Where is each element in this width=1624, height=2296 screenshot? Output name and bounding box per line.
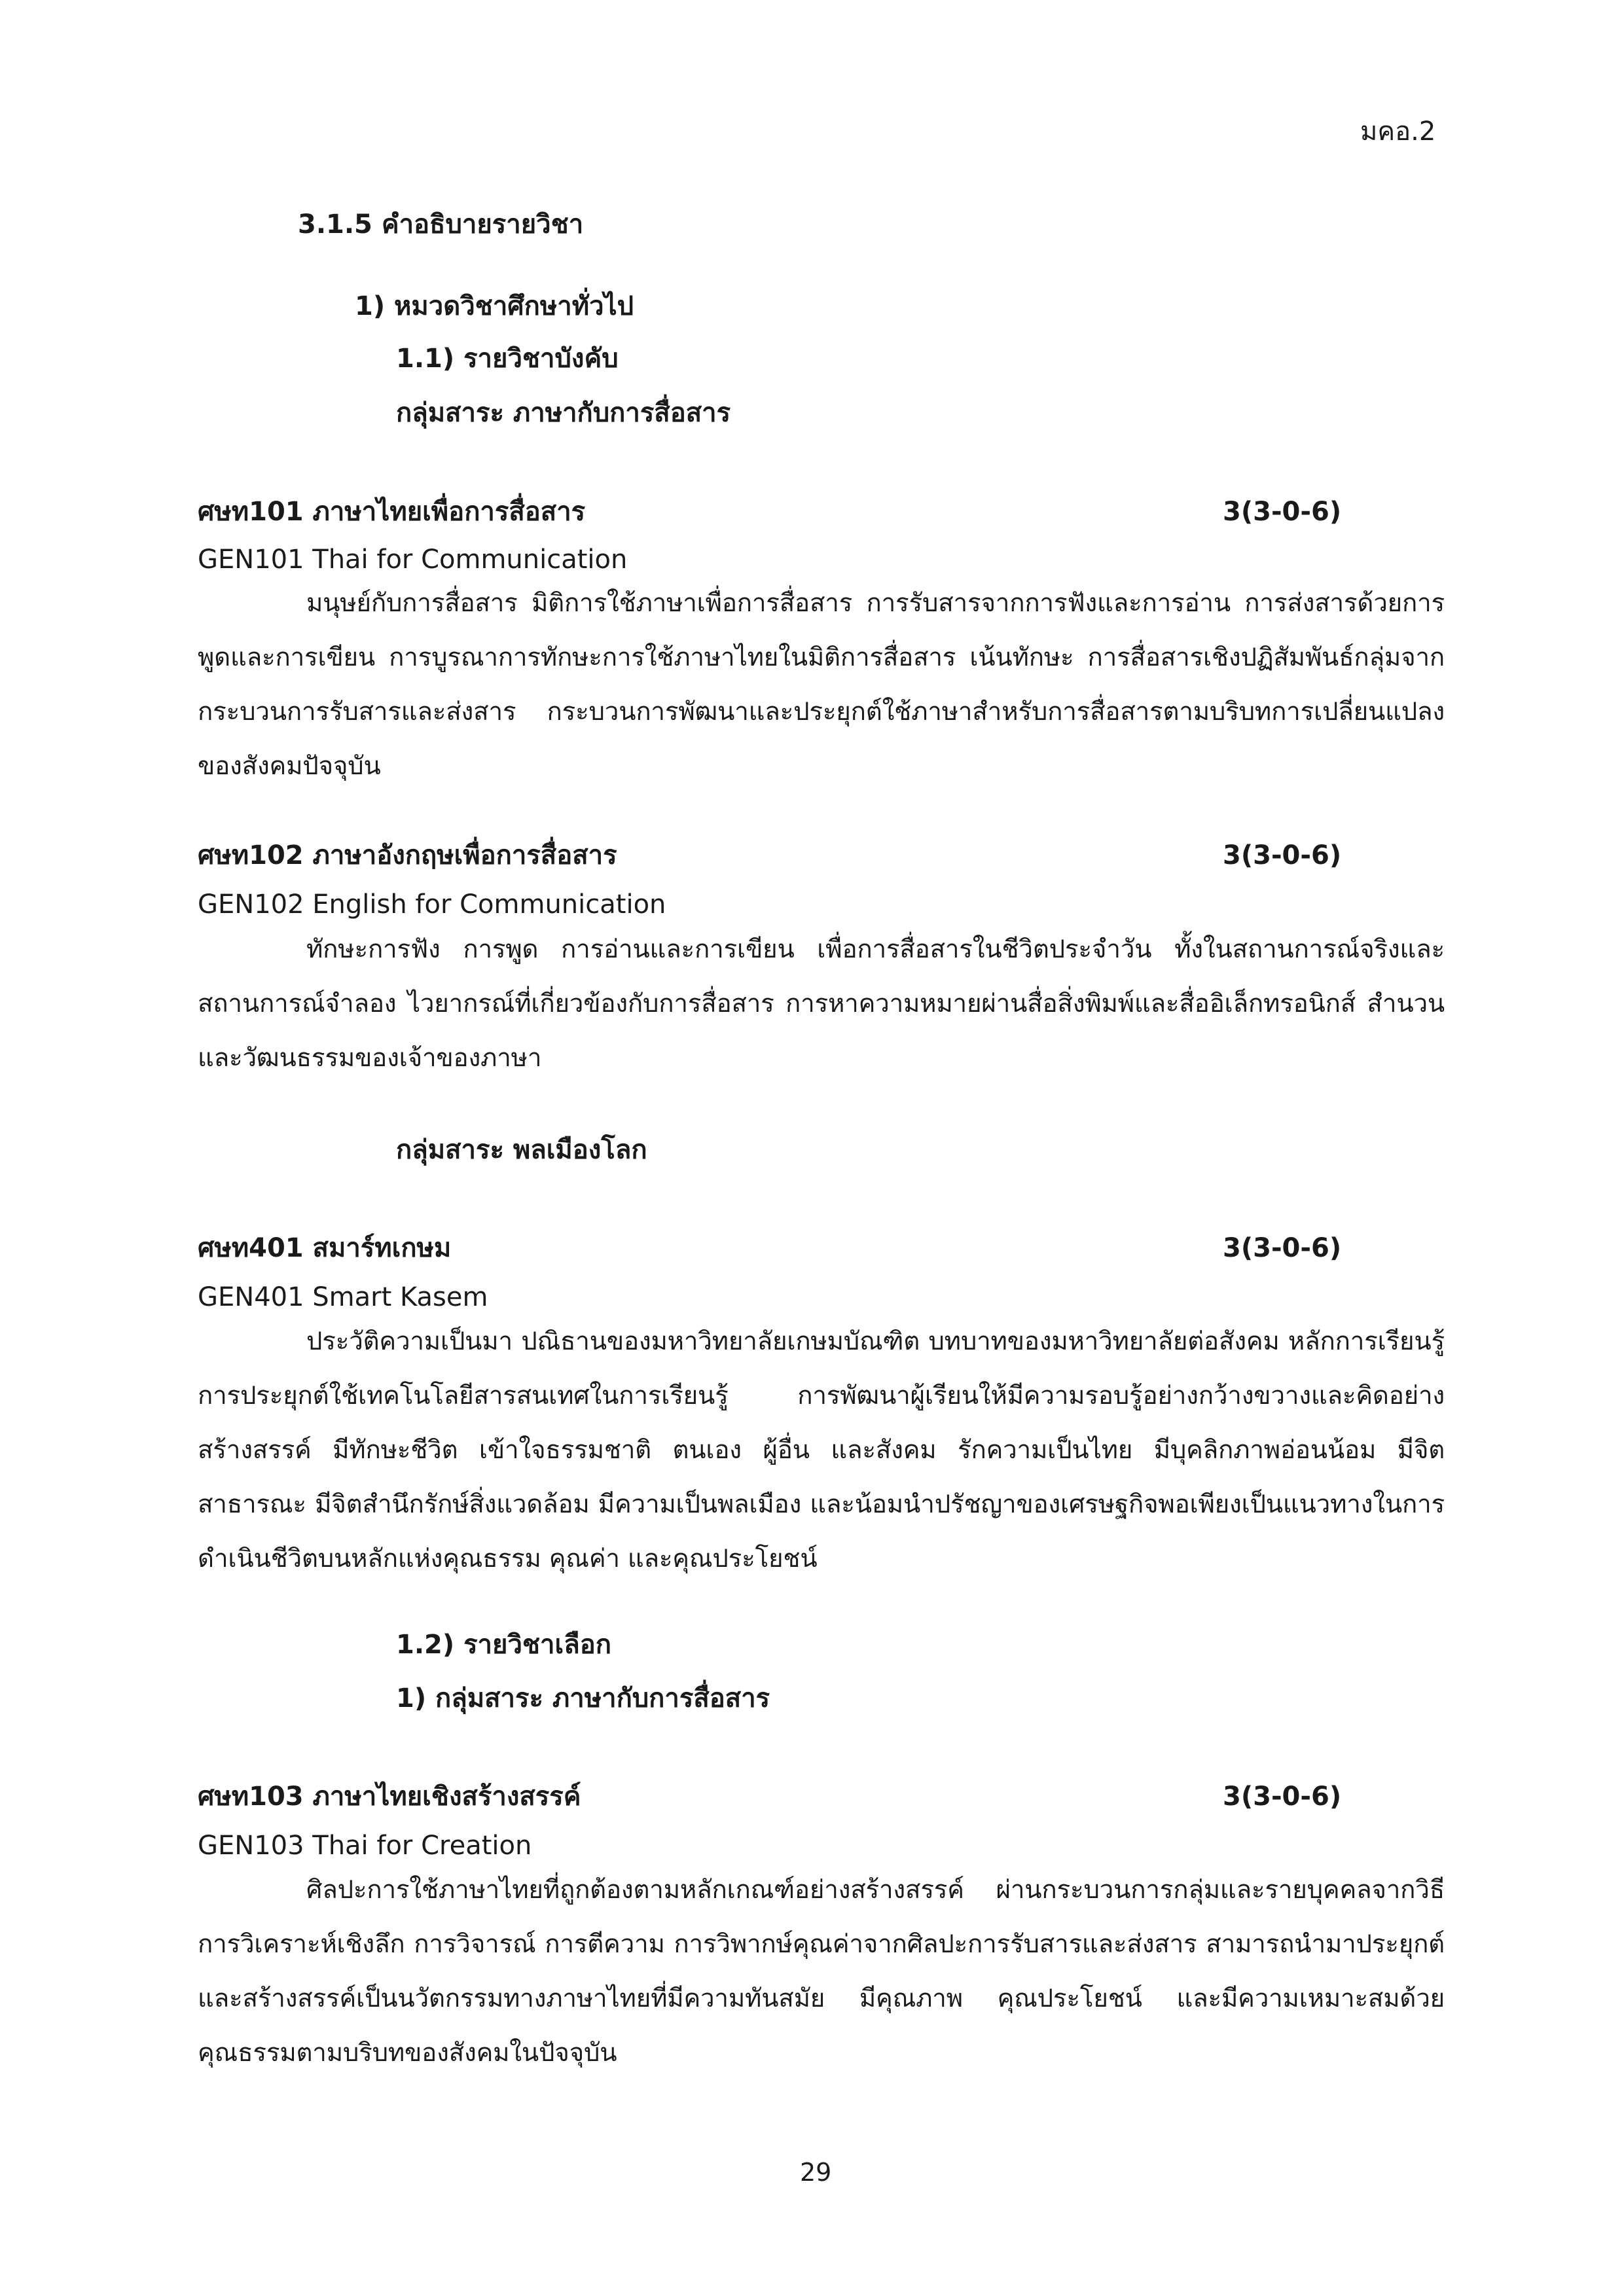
course-thai-title: ศษท401 สมาร์ทเกษม xyxy=(198,1233,452,1263)
section-heading: 3.1.5 คำอธิบายรายวิชา xyxy=(298,209,584,240)
course-description: ทักษะการฟัง การพูด การอ่านและการเขียน เพื่อการสื่อสารในชีวิตประจำวัน ทั้งในสถานการณ์จริงและสถานการณ์จำลอง ไวยากรณ์ที่เกี่ยวข้องกับการสื่อสาร การหาความหมายผ่านสื่อสิ่งพิมพ์และสื่ออิเล็กทรอนิกส์ สำนวนและวัฒนธรรมของเจ้าของภาษา xyxy=(198,935,1445,1073)
elective-group-heading: 1) กลุ่มสาระ ภาษากับการสื่อสาร xyxy=(396,1683,770,1713)
required-courses-heading: 1.1) รายวิชาบังคับ xyxy=(396,344,619,374)
category-heading: 1) หมวดวิชาศึกษาทั่วไป xyxy=(355,291,634,321)
course-description: มนุษย์กับการสื่อสาร มิติการใช้ภาษาเพื่อการสื่อสาร การรับสารจากการฟังและการอ่าน การส่งสารด้วยการพูดและการเขียน การบูรณาการทักษะการใช้ภาษาไทยในมิติการสื่อสาร เน้นทักษะ การสื่อสารเชิงปฏิสัมพันธ์กลุ่มจากกระบวนการรับสารและส่งสาร กระบวนการพัฒนาและประยุกต์ใช้ภาษาสำหรับการสื่อสารตามบริบทการเปลี่ยนแปลงของสังคมปัจจุบัน xyxy=(198,588,1445,781)
elective-courses-heading: 1.2) รายวิชาเลือก xyxy=(396,1630,611,1660)
course-thai-title: ศษท101 ภาษาไทยเพื่อการสื่อสาร xyxy=(198,497,586,527)
course-english-title: GEN101 Thai for Communication xyxy=(198,545,628,575)
group-heading-language: กลุ่มสาระ ภาษากับการสื่อสาร xyxy=(396,398,731,428)
course-credits: 3(3-0-6) xyxy=(1223,497,1342,527)
group-heading-global-citizen: กลุ่มสาระ พลเมืองโลก xyxy=(396,1135,647,1165)
course-english-title: GEN401 Smart Kasem xyxy=(198,1282,488,1312)
course-thai-title: ศษท102 ภาษาอังกฤษเพื่อการสื่อสาร xyxy=(198,840,617,870)
course-credits: 3(3-0-6) xyxy=(1223,1233,1342,1263)
course-thai-title: ศษท103 ภาษาไทยเชิงสร้างสรรค์ xyxy=(198,1782,581,1812)
page-number: 29 xyxy=(800,2158,832,2187)
course-english-title: GEN103 Thai for Creation xyxy=(198,1831,532,1861)
course-credits: 3(3-0-6) xyxy=(1223,1782,1342,1812)
course-credits: 3(3-0-6) xyxy=(1223,840,1342,870)
document-code: มคอ.2 xyxy=(1360,117,1436,147)
course-description: ประวัติความเป็นมา ปณิธานของมหาวิทยาลัยเกษมบัณฑิต บทบาทของมหาวิทยาลัยต่อสังคม หลักการเรียนรู้ การประยุกต์ใช้เทคโนโลยีสารสนเทศในการเรียนรู้ การพัฒนาผู้เรียนให้มีความรอบรู้อย่างกว้างขวางและคิดอย่างสร้างสรรค์ มีทักษะชีวิต เข้าใจธรรมชาติ ตนเอง ผู้อื่น และสังคม รักความเป็นไทย มีบุคลิกภาพอ่อนน้อม มีจิตสาธารณะ มีจิตสำนึกรักษ์สิ่งแวดล้อม มีความเป็นพลเมือง และน้อมนำปรัชญาของเศรษฐกิจพอเพียงเป็นแนวทางในการดำเนินชีวิตบนหลักแห่งคุณธรรม คุณค่า และคุณประโยชน์ xyxy=(198,1327,1445,1573)
course-english-title: GEN102 English for Communication xyxy=(198,889,666,920)
course-description: ศิลปะการใช้ภาษาไทยที่ถูกต้องตามหลักเกณฑ์อย่างสร้างสรรค์ ผ่านกระบวนการกลุ่มและรายบุคคลจากวิธีการวิเคราะห์เชิงลึก การวิจารณ์ การตีความ การวิพากษ์คุณค่าจากศิลปะการรับสารและส่งสาร สามารถนำมาประยุกต์และสร้างสรรค์เป็นนวัตกรรมทางภาษาไทยที่มีความทันสมัย มีคุณภาพ คุณประโยชน์ และมีความเหมาะสมด้วยคุณธรรมตามบริบทของสังคมในปัจจุบัน xyxy=(198,1875,1445,2068)
